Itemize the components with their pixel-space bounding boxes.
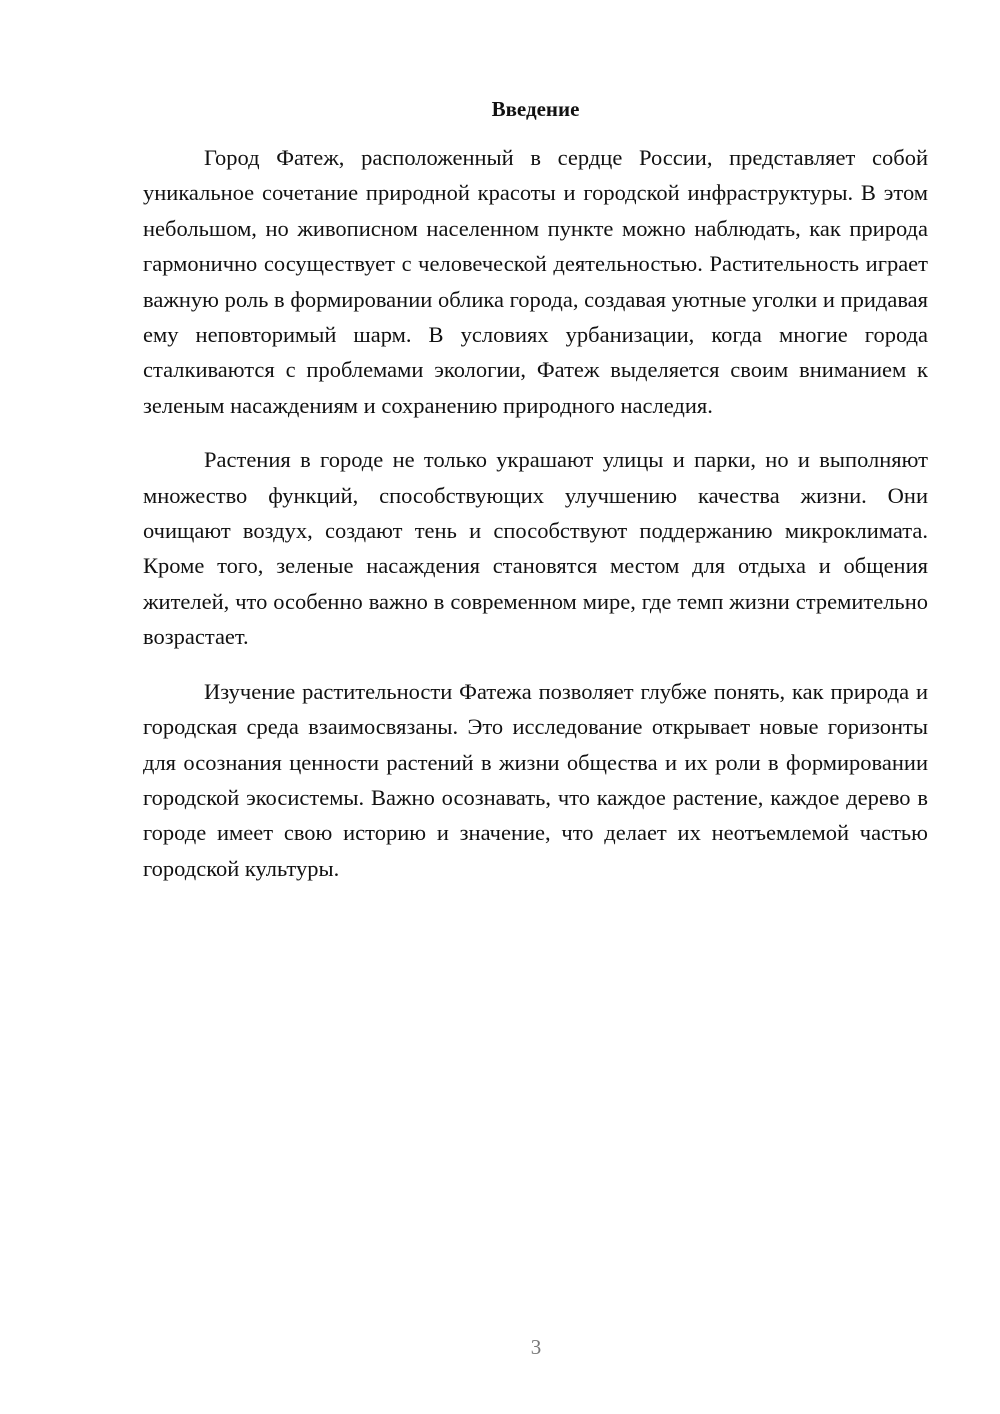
paragraph-1: Город Фатеж, расположенный в сердце России, представляет собой уникальное сочетание природной красоты и городской инфраструктуры. В этом небольшом, но живописном населенном пункте можно наблюдать, как природа гармонично сосуществует с человеческой деятельностью. Растительность играет важную роль в формировании облика города, создавая уютные уголки и придавая ему неповторимый шарм. В условиях урбанизации, когда многие города сталкиваются с проблемами экологии, Фатеж выделяется своим вниманием к зеленым насаждениям и сохранению природного наследия. xyxy=(143,145,928,418)
page-number: 3 xyxy=(530,1335,542,1359)
paragraph-2: Растения в городе не только украшают улицы и парки, но и выполняют множество функций, способствующих улучшению качества жизни. Они очищают воздух, создают тень и способствуют поддержанию микроклимата. Кроме того, зеленые насаждения становятся местом для отдыха и общения жителей, что особенно важно в современном мире, где темп жизни стремительно возрастает. xyxy=(143,447,928,650)
page-content xyxy=(143,95,928,905)
paragraph-3: Изучение растительности Фатежа позволяет глубже понять, как природа и городская среда взаимосвязаны. Это исследование открывает новые горизонты для осознания ценности растений в жизни общества и их роли в формировании городской экосистемы. Важно осознавать, что каждое растение, каждое дерево в городе имеет свою историю и значение, что делает их неотъемлемой частью городской культуры. xyxy=(143,678,928,881)
section-heading: Введение xyxy=(491,97,580,121)
